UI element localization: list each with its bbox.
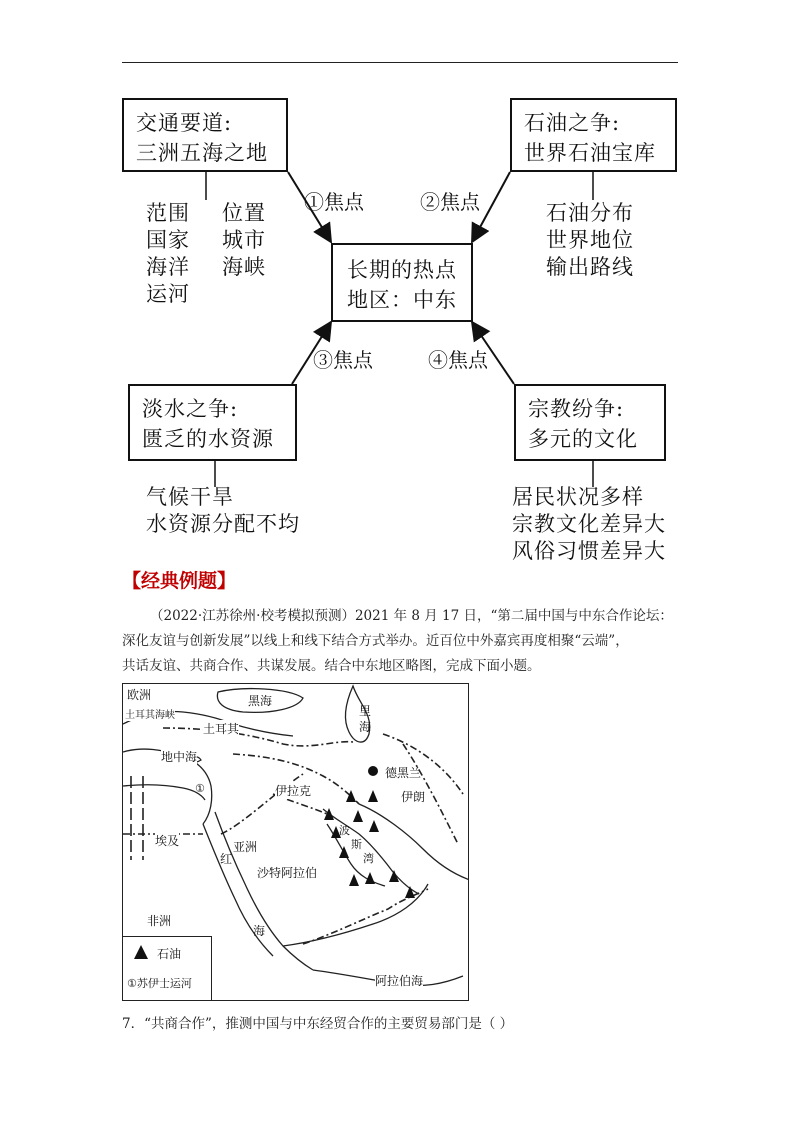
oil-marker bbox=[346, 790, 356, 802]
detail-item: 水资源分配不均 bbox=[146, 512, 300, 536]
details-bottom-right bbox=[512, 484, 666, 565]
map-label-asia: 亚洲 bbox=[233, 840, 258, 854]
map-label-tehran: 德黑兰 bbox=[385, 766, 422, 780]
map-label-arabian-sea: 阿拉伯海 bbox=[375, 974, 424, 988]
box-top-right bbox=[510, 98, 677, 172]
detail-item: 输出路线 bbox=[546, 255, 634, 279]
detail-item: 世界地位 bbox=[546, 228, 634, 252]
suez-canal-marker: ① bbox=[195, 782, 205, 795]
map-label-gulf-1: 波 bbox=[339, 824, 350, 837]
map-label-red-sea-2: 海 bbox=[253, 924, 266, 938]
focus-label-1: ①焦点 bbox=[304, 190, 364, 214]
box-top-right-line2: 世界石油宝库 bbox=[524, 141, 656, 165]
map-label-caspian-1: 里 bbox=[359, 704, 372, 718]
map-legend bbox=[123, 936, 212, 1001]
box-bottom-left bbox=[128, 384, 297, 461]
detail-item: 宗教文化差异大 bbox=[512, 512, 666, 536]
map-label-africa: 非洲 bbox=[147, 914, 172, 928]
oil-marker bbox=[389, 870, 399, 882]
map-label-black-sea: 黑海 bbox=[248, 694, 273, 708]
box-bottom-left-line1: 淡水之争: bbox=[142, 397, 239, 421]
box-center-line2: 地区：中东 bbox=[347, 288, 457, 312]
tehran-dot bbox=[368, 766, 378, 776]
box-top-left-line2: 三洲五海之地 bbox=[136, 141, 268, 165]
detail-item: 国家 bbox=[146, 228, 190, 252]
section-heading: 【经典例题】 bbox=[122, 570, 237, 592]
map-label-gulf-2: 斯 bbox=[351, 838, 362, 851]
map-label-turkey: 土耳其 bbox=[203, 722, 240, 736]
map-label-saudi: 沙特阿拉伯 bbox=[257, 866, 318, 880]
detail-item: 运河 bbox=[146, 282, 190, 306]
map-label-red-sea-1: 红 bbox=[220, 852, 233, 866]
oil-marker bbox=[369, 820, 379, 832]
oil-marker bbox=[405, 886, 415, 898]
oil-marker bbox=[368, 790, 378, 802]
map-label-egypt: 埃及 bbox=[155, 834, 180, 848]
passage-line: 深化友谊与创新发展”以线上和线下结合方式举办。近百位中外嘉宾再度相聚“云端”， bbox=[122, 633, 629, 649]
question-7: 7．“共商合作”，推测中国与中东经贸合作的主要贸易部门是（ ） bbox=[122, 1016, 514, 1032]
oil-marker bbox=[349, 874, 359, 886]
box-top-left-line1: 交通要道: bbox=[136, 111, 233, 135]
map-label-gulf-3: 湾 bbox=[363, 852, 374, 865]
detail-item: 石油分布 bbox=[546, 201, 634, 225]
focus-label-4: ④焦点 bbox=[428, 348, 488, 372]
box-center bbox=[331, 243, 473, 322]
passage bbox=[122, 604, 678, 679]
details-top-left-col2 bbox=[222, 200, 266, 281]
legend-suez: ①苏伊士运河 bbox=[127, 977, 192, 990]
passage-line: （2022·江苏徐州·校考模拟预测）2021 年 8 月 17 日，“第二届中国与中东合作论坛： bbox=[150, 608, 673, 624]
map-label-europe: 欧洲 bbox=[127, 688, 152, 702]
detail-item: 范围 bbox=[146, 201, 190, 225]
box-top-left bbox=[122, 98, 288, 172]
detail-item: 风俗习惯差异大 bbox=[512, 539, 666, 563]
details-top-left-col1 bbox=[146, 200, 190, 308]
middle-east-map bbox=[122, 683, 469, 1001]
legend-oil: 石油 bbox=[157, 947, 182, 961]
focus-label-2: ②焦点 bbox=[420, 190, 480, 214]
detail-item: 位置 bbox=[222, 201, 266, 225]
box-center-line1: 长期的热点 bbox=[347, 258, 457, 282]
details-top-right bbox=[546, 200, 634, 281]
passage-line: 共话友谊、共商合作、共谋发展。结合中东地区略图，完成下面小题。 bbox=[122, 658, 541, 674]
map-label-iran: 伊朗 bbox=[401, 790, 426, 804]
oil-marker bbox=[353, 810, 363, 822]
focus-label-3: ③焦点 bbox=[313, 348, 373, 372]
map-label-bosporus: 土耳其海峡 bbox=[125, 706, 175, 721]
box-bottom-right-line1: 宗教纷争: bbox=[528, 397, 625, 421]
detail-item: 海峡 bbox=[222, 255, 266, 279]
detail-item: 气候干旱 bbox=[146, 485, 234, 509]
box-bottom-left-line2: 匮乏的水资源 bbox=[142, 427, 274, 451]
box-top-right-line1: 石油之争: bbox=[524, 111, 621, 135]
box-bottom-right bbox=[514, 384, 666, 461]
oil-marker bbox=[339, 846, 349, 858]
detail-item: 居民状况多样 bbox=[512, 485, 644, 509]
details-bottom-left bbox=[146, 484, 300, 538]
map-label-caspian-2: 海 bbox=[359, 720, 372, 734]
map-label-iraq: 伊拉克 bbox=[275, 784, 312, 798]
box-bottom-right-line2: 多元的文化 bbox=[528, 427, 638, 451]
oil-icon bbox=[131, 943, 151, 963]
detail-item: 海洋 bbox=[146, 255, 190, 279]
detail-item: 城市 bbox=[222, 228, 266, 252]
map-label-mediterranean: 地中海 bbox=[161, 750, 198, 764]
